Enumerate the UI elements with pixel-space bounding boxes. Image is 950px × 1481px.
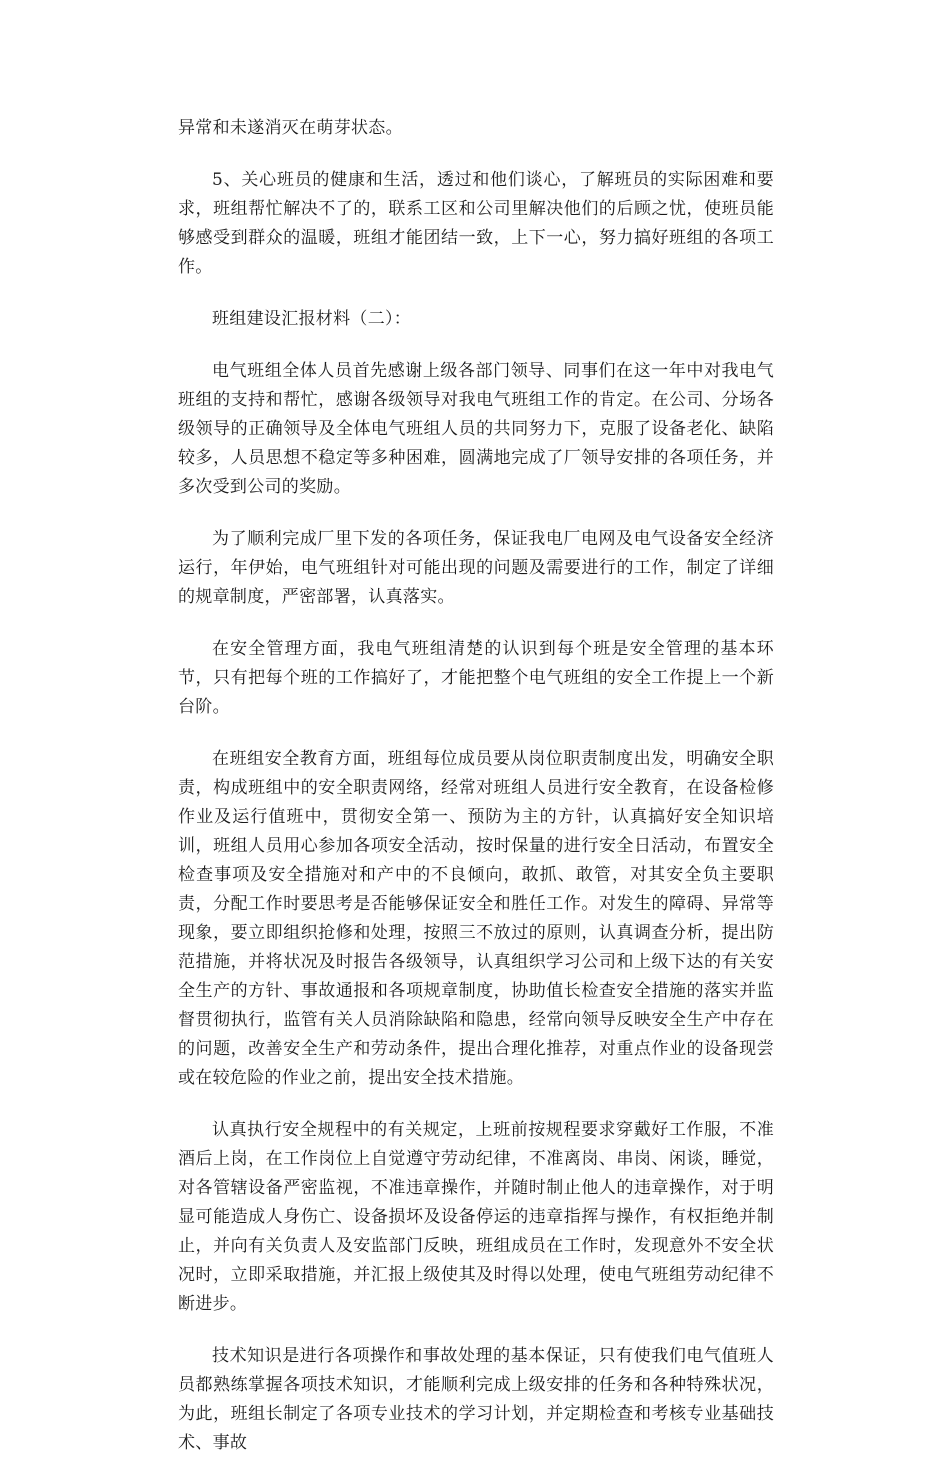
paragraph-3: 电气班组全体人员首先感谢上级各部门领导、同事们在这一年中对我电气班组的支持和帮忙，感谢各级领导对我电气班组工作的肯定。在公司、分场各级领导的正确领导及全体电气班组人员的共同努力下，克服了设备老化、缺陷较多，人员思想不稳定等多种困难，圆满地完成了厂领导安排的各项任务，并多次受到公司的奖励。 [178,361,774,497]
paragraph-6: 在班组安全教育方面，班组每位成员要从岗位职责制度出发，明确安全职责，构成班组中的安全职责网络，经常对班组人员进行安全教育，在设备检修作业及运行值班中，贯彻安全第一、预防为主的方针，认真搞好安全知识培训，班组人员用心参加各项安全活动，按时保量的进行安全日活动，布置安全检查事项及安全措施对和产中的不良倾向，敢抓、敢管，对其安全负主要职责，分配工作时要思考是否能够保证安全和胜任工作。对发生的障碍、异常等现象，要立即组织抢修和处理，按照三不放过的原则，认真调查分析，提出防范措施，并将状况及时报告各级领导，认真组织学习公司和上级下达的有关安全生产的方针、事故通报和各项规章制度，协助值长检查安全措施的落实并监督贯彻执行，监管有关人员消除缺陷和隐患，经常向领导反映安全生产中存在的问题，改善安全生产和劳动条件，提出合理化推荐，对重点作业的设备现尝或在较危险的作业之前，提出安全技术措施。 [178,749,774,1088]
paragraph-7: 认真执行安全规程中的有关规定，上班前按规程要求穿戴好工作服，不准酒后上岗，在工作岗位上自觉遵守劳动纪律，不准离岗、串岗、闲谈，睡觉，对各管辖设备严密监视，不准违章操作，并随时制止他人的违章操作，对于明显可能造成人身伤亡、设备损坏及设备停运的违章指挥与操作，有权拒绝并制止，并向有关负责人及安监部门反映，班组成员在工作时，发现意外不安全状况时，立即采取措施，并汇报上级使其及时得以处理，使电气班组劳动纪律不断进步。 [178,1120,774,1314]
document-body [178,114,774,1481]
paragraph-4: 为了顺利完成厂里下发的各项任务，保证我电厂电网及电气设备安全经济运行，年伊始，电气班组针对可能出现的问题及需要进行的工作，制定了详细的规章制度，严密部署，认真落实。 [178,529,774,607]
paragraph-2: 5、关心班员的健康和生活，透过和他们谈心，了解班员的实际困难和要求，班组帮忙解决不了的，联系工区和公司里解决他们的后顾之忧，使班员能够感受到群众的温暖，班组才能团结一致，上下一心，努力搞好班组的各项工作。 [178,170,774,277]
paragraph-5: 在安全管理方面，我电气班组清楚的认识到每个班是安全管理的基本环节，只有把每个班的工作搞好了，才能把整个电气班组的安全工作提上一个新台阶。 [178,639,774,717]
section-heading: 班组建设汇报材料（二）： [212,309,412,329]
paragraph-1: 异常和未遂消灭在萌芽状态。 [178,118,403,138]
paragraph-8: 技术知识是进行各项操作和事故处理的基本保证，只有使我们电气值班人员都熟练掌握各项技术知识，才能顺利完成上级安排的任务和各种特殊状况，为此，班组长制定了各项专业技术的学习计划，并定期检查和考核专业基础技术、事故 [178,1346,774,1453]
